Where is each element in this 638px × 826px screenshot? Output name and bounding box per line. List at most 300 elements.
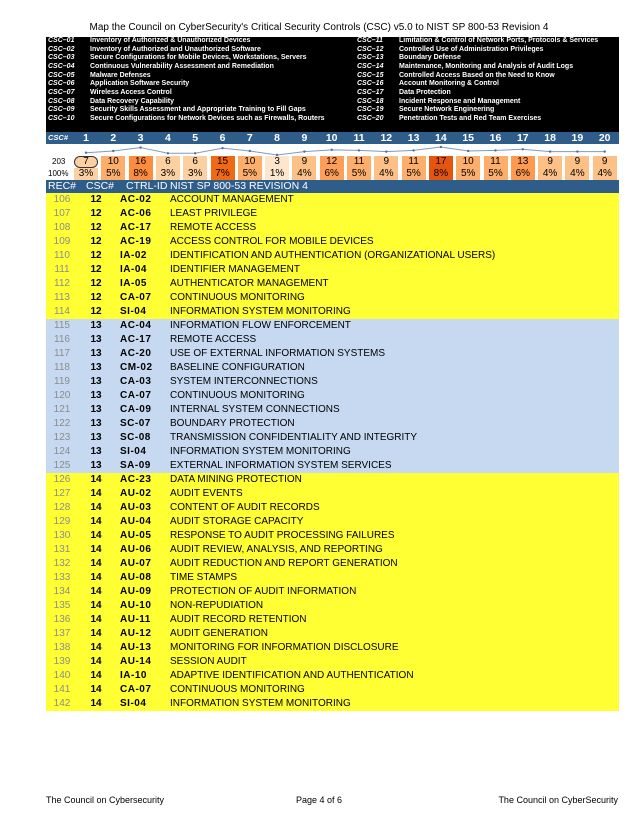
rec-number: 122 <box>53 418 71 429</box>
control-id: SC-07 <box>120 418 151 429</box>
legend-text: Maintenance, Monitoring and Analysis of Audit Logs <box>399 62 574 70</box>
legend-text: Inventory of Authorized & Unauthorized Devices <box>90 37 251 44</box>
table-row <box>46 613 619 627</box>
sparkline-point <box>139 146 141 148</box>
csc-number: 20 <box>598 132 611 144</box>
control-id: SI-04 <box>120 306 147 317</box>
legend-row <box>357 89 619 98</box>
footer-right: The Council on CyberSecurity <box>498 795 618 805</box>
sparkline-point <box>440 146 442 148</box>
csc-number-cell: 13 <box>90 404 102 415</box>
csc-number-cell: 14 <box>90 698 102 709</box>
control-description: USE OF EXTERNAL INFORMATION SYSTEMS <box>170 348 386 359</box>
rec-number: 127 <box>53 488 71 499</box>
legend-code: CSC–08 <box>48 97 75 105</box>
csc-count: 6 <box>156 156 180 168</box>
csc-number-cell: 13 <box>90 460 102 471</box>
control-description: AUDIT STORAGE CAPACITY <box>170 516 304 527</box>
control-id: IA-04 <box>120 264 147 275</box>
csc-number: 4 <box>164 132 171 144</box>
csc-number-cell: 12 <box>90 306 102 317</box>
csc-number-cell: 14 <box>90 572 102 583</box>
legend-code: CSC–11 <box>357 37 383 44</box>
control-id: CA-07 <box>120 390 152 401</box>
control-description: AUDIT EVENTS <box>170 488 243 499</box>
control-description: AUDIT REVIEW, ANALYSIS, AND REPORTING <box>170 544 383 555</box>
legend-text: Secure Configurations for Mobile Devices, Workstations, Servers <box>90 54 307 62</box>
table-header <box>46 180 619 193</box>
rec-number: 140 <box>53 670 71 681</box>
csc-number-bar <box>46 132 619 144</box>
legend-row <box>48 89 358 98</box>
rec-number: 111 <box>54 264 70 275</box>
sparkline-point <box>221 147 223 149</box>
control-description: CONTINUOUS MONITORING <box>170 684 305 695</box>
csc-number: 8 <box>274 132 281 144</box>
legend-code: CSC–07 <box>48 88 75 96</box>
control-description: CONTINUOUS MONITORING <box>170 390 305 401</box>
csc-number-cell: 12 <box>90 250 102 261</box>
control-description: INFORMATION SYSTEM MONITORING <box>170 698 351 709</box>
csc-number-cell: 13 <box>90 334 102 345</box>
table-row <box>46 557 619 571</box>
sparkline-point <box>494 149 496 151</box>
control-description: AUTHENTICATOR MANAGEMENT <box>170 278 329 289</box>
csc-percent: 3% <box>74 168 98 180</box>
csc-number-cell: 14 <box>90 544 102 555</box>
legend-code: CSC–16 <box>357 80 384 88</box>
table-row <box>46 655 619 669</box>
control-id: SI-04 <box>120 446 147 457</box>
csc-number-cell: 14 <box>90 488 102 499</box>
legend-code: CSC–19 <box>357 106 384 114</box>
table-row <box>46 473 619 487</box>
csc-percent: 7% <box>211 168 235 180</box>
table-row <box>46 249 619 263</box>
table-row <box>46 347 619 361</box>
csc-legend <box>46 37 619 132</box>
page-title: Map the Council on CyberSecurity's Critical Security Controls (CSC) v5.0 to NIST SP 800-53 Revision 4 <box>89 22 549 33</box>
control-description: AUDIT GENERATION <box>170 628 268 639</box>
csc-percent-row <box>46 168 619 180</box>
legend-text: Security Skills Assessment and Appropriate Training to Fill Gaps <box>90 106 306 114</box>
rec-number: 108 <box>53 222 71 233</box>
table-row <box>46 361 619 375</box>
legend-text: Limitation & Control of Network Ports, Protocols & Services <box>399 37 599 44</box>
control-id: AU-08 <box>120 572 152 583</box>
csc-count: 11 <box>347 156 371 168</box>
control-description: SESSION AUDIT <box>170 656 247 667</box>
legend-text: Secure Configurations for Network Devices such as Firewalls, Routers <box>90 114 325 122</box>
rec-number: 134 <box>53 586 71 597</box>
rec-number: 107 <box>53 208 71 219</box>
csc-count: 10 <box>238 156 262 168</box>
table-row <box>46 235 619 249</box>
csc-count: 11 <box>484 156 508 168</box>
rec-number: 130 <box>53 530 71 541</box>
csc-number: 14 <box>435 132 447 144</box>
legend-text: Controlled Use of Administration Privileges <box>399 45 544 53</box>
table-row <box>46 263 619 277</box>
csc-number: 16 <box>489 132 502 144</box>
legend-row <box>48 54 358 63</box>
csc-count: 9 <box>565 156 589 168</box>
csc-number-label: CSC# <box>48 133 69 142</box>
control-id: CA-07 <box>120 684 152 695</box>
rec-number: 123 <box>53 432 71 443</box>
legend-code: CSC–06 <box>48 80 75 88</box>
csc-number-cell: 14 <box>90 516 102 527</box>
table-row <box>46 585 619 599</box>
control-description: INFORMATION SYSTEM MONITORING <box>170 446 351 457</box>
mapping-table <box>46 193 619 711</box>
control-description: INFORMATION SYSTEM MONITORING <box>170 306 351 317</box>
control-id: CA-03 <box>120 376 152 387</box>
table-row <box>46 459 619 473</box>
table-row <box>46 305 619 319</box>
legend-row <box>48 98 358 107</box>
legend-text: Inventory of Authorized and Unauthorized Software <box>90 45 261 53</box>
csc-count: 9 <box>292 156 316 168</box>
control-description: REMOTE ACCESS <box>170 334 257 345</box>
csc-number-cell: 14 <box>90 670 102 681</box>
table-row <box>46 683 619 697</box>
legend-text: Wireless Access Control <box>90 88 172 96</box>
csc-count: 11 <box>402 156 426 168</box>
sparkline-point <box>576 150 578 152</box>
legend-code: CSC–03 <box>48 54 75 62</box>
csc-number-cell: 12 <box>90 208 102 219</box>
control-description: BASELINE CONFIGURATION <box>170 362 305 373</box>
csc-number-cell: 13 <box>90 320 102 331</box>
control-description: DATA MINING PROTECTION <box>170 474 302 485</box>
csc-number: 19 <box>571 132 584 144</box>
csc-number: 6 <box>219 132 226 144</box>
sparkline-point <box>331 149 333 151</box>
csc-number-cell: 13 <box>90 390 102 401</box>
csc-count: 15 <box>211 156 235 168</box>
legend-row <box>48 72 358 81</box>
csc-count-row <box>46 156 619 168</box>
sparkline-point <box>112 150 114 152</box>
csc-percent: 5% <box>456 168 480 180</box>
csc-number: 11 <box>353 132 365 144</box>
sparkline-point <box>167 152 169 154</box>
legend-text: Continuous Vulnerability Assessment and Remediation <box>90 62 274 70</box>
csc-number: 1 <box>83 132 89 144</box>
csc-count: 9 <box>593 156 617 168</box>
csc-number-cell: 14 <box>90 530 102 541</box>
csc-number-cell: 14 <box>90 684 102 695</box>
legend-code: CSC–10 <box>48 114 75 122</box>
rec-number: 118 <box>54 362 70 373</box>
legend-text: Malware Defenses <box>90 71 151 79</box>
control-description: PROTECTION OF AUDIT INFORMATION <box>170 586 357 597</box>
legend-code: CSC–20 <box>357 114 384 122</box>
csc-percent: 1% <box>265 168 289 180</box>
csc-percent: 4% <box>593 168 617 180</box>
control-id: AC-19 <box>120 236 152 247</box>
header-desc: NIST SP 800-53 REVISION 4 <box>170 180 308 192</box>
csc-count: 16 <box>129 156 153 168</box>
rec-number: 106 <box>53 194 71 205</box>
legend-code: CSC–18 <box>357 97 384 105</box>
legend-code: CSC–12 <box>357 45 384 53</box>
legend-column-left <box>48 37 358 124</box>
control-description: REMOTE ACCESS <box>170 222 257 233</box>
control-id: AU-14 <box>120 656 152 667</box>
control-id: AU-12 <box>120 628 152 639</box>
sparkline-point <box>467 150 469 152</box>
header-ctrl: CTRL-ID <box>126 180 168 192</box>
csc-percent: 5% <box>347 168 371 180</box>
csc-number: 7 <box>246 132 253 144</box>
legend-text: Penetration Tests and Red Team Exercises <box>399 114 542 122</box>
rec-number: 133 <box>53 572 71 583</box>
csc-percent: 8% <box>129 168 153 180</box>
footer-left: The Council on Cybersecurity <box>46 795 165 805</box>
legend-row <box>357 72 619 81</box>
control-description: BOUNDARY PROTECTION <box>170 418 295 429</box>
legend-row <box>48 46 358 55</box>
csc-number-cell: 13 <box>90 432 102 443</box>
rec-number: 115 <box>54 320 70 331</box>
csc-number-cell: 12 <box>90 222 102 233</box>
rec-number: 131 <box>53 544 71 555</box>
table-row <box>46 333 619 347</box>
csc-percent: 4% <box>565 168 589 180</box>
csc-number-cell: 14 <box>90 642 102 653</box>
sparkline-point <box>249 150 251 152</box>
legend-code: CSC–02 <box>48 45 75 53</box>
control-id: AU-07 <box>120 558 152 569</box>
legend-row <box>357 54 619 63</box>
sparkline-point <box>303 150 305 152</box>
rec-number: 110 <box>54 250 70 261</box>
rec-number: 139 <box>53 656 71 667</box>
control-description: CONTINUOUS MONITORING <box>170 292 305 303</box>
rec-number: 117 <box>54 348 70 359</box>
rec-number: 120 <box>53 390 71 401</box>
csc-percent: 3% <box>156 168 180 180</box>
legend-text: Boundary Defense <box>399 54 461 62</box>
csc-count: 12 <box>320 156 344 168</box>
rec-number: 128 <box>53 502 71 513</box>
csc-number-cell: 14 <box>90 614 102 625</box>
control-description: EXTERNAL INFORMATION SYSTEM SERVICES <box>170 460 392 471</box>
csc-number-cell: 14 <box>90 474 102 485</box>
control-id: AU-10 <box>120 600 152 611</box>
legend-code: CSC–14 <box>357 62 384 70</box>
control-description: RESPONSE TO AUDIT PROCESSING FAILURES <box>170 530 395 541</box>
table-row <box>46 571 619 585</box>
control-id: AC-06 <box>120 208 152 219</box>
control-id: AC-04 <box>120 320 152 331</box>
legend-row <box>357 46 619 55</box>
legend-row <box>357 80 619 89</box>
control-id: AU-06 <box>120 544 152 555</box>
rec-number: 135 <box>53 600 71 611</box>
legend-code: CSC–17 <box>357 88 384 96</box>
csc-number: 9 <box>301 132 308 144</box>
rec-number: 113 <box>54 292 70 303</box>
sparkline-point <box>358 149 360 151</box>
csc-number: 3 <box>137 132 144 144</box>
legend-row <box>48 115 358 124</box>
csc-count: 9 <box>374 156 398 168</box>
control-id: AC-17 <box>120 334 152 345</box>
control-id: SI-04 <box>120 698 147 709</box>
control-id: AC-17 <box>120 222 152 233</box>
control-description: TIME STAMPS <box>170 572 238 583</box>
csc-percent: 5% <box>238 168 262 180</box>
sparkline-point <box>85 152 87 154</box>
control-description: CONTENT OF AUDIT RECORDS <box>170 502 320 513</box>
csc-number-cell: 13 <box>90 348 102 359</box>
control-id: AC-20 <box>120 348 152 359</box>
total-count: 203 <box>52 157 66 166</box>
table-row <box>46 669 619 683</box>
control-description: NON-REPUDIATION <box>170 600 264 611</box>
legend-row <box>357 106 619 115</box>
table-row <box>46 291 619 305</box>
table-row <box>46 403 619 417</box>
csc-percent: 5% <box>101 168 125 180</box>
control-id: IA-10 <box>120 670 147 681</box>
csc-number-cell: 13 <box>90 446 102 457</box>
legend-text: Incident Response and Management <box>399 97 521 105</box>
sparkline-path <box>86 147 605 155</box>
legend-text: Account Monitoring & Control <box>399 80 499 88</box>
rec-number: 109 <box>53 236 71 247</box>
control-id: SA-09 <box>120 460 151 471</box>
legend-text: Data Protection <box>399 88 451 96</box>
table-row <box>46 501 619 515</box>
table-row <box>46 627 619 641</box>
legend-row <box>48 80 358 89</box>
table-row <box>46 445 619 459</box>
control-id: AU-02 <box>120 488 152 499</box>
rec-number: 121 <box>53 404 71 415</box>
header-rec: REC# <box>48 180 77 192</box>
control-id: AU-04 <box>120 516 152 527</box>
csc-number: 18 <box>544 132 556 144</box>
control-id: AU-13 <box>120 642 152 653</box>
csc-percent: 4% <box>292 168 316 180</box>
csc-count: 10 <box>101 156 125 168</box>
legend-text: Controlled Access Based on the Need to Know <box>399 71 555 79</box>
control-description: INTERNAL SYSTEM CONNECTIONS <box>170 404 340 415</box>
control-description: SYSTEM INTERCONNECTIONS <box>170 376 318 387</box>
sparkline-point <box>194 152 196 154</box>
rec-number: 126 <box>53 474 71 485</box>
csc-count: 10 <box>456 156 480 168</box>
control-id: IA-05 <box>120 278 147 289</box>
csc-number: 5 <box>192 132 199 144</box>
control-description: TRANSMISSION CONFIDENTIALITY AND INTEGRITY <box>170 432 418 443</box>
csc-number-cell: 13 <box>90 418 102 429</box>
csc-number-cell: 12 <box>90 194 102 205</box>
csc-percent: 4% <box>374 168 398 180</box>
csc-percent: 6% <box>320 168 344 180</box>
rec-number: 136 <box>53 614 71 625</box>
table-row <box>46 515 619 529</box>
csc-number: 2 <box>110 132 117 144</box>
legend-row <box>48 63 358 72</box>
control-description: AUDIT RECORD RETENTION <box>170 614 307 625</box>
csc-percent: 5% <box>484 168 508 180</box>
control-description: ACCOUNT MANAGEMENT <box>170 194 294 205</box>
csc-number-cell: 13 <box>90 362 102 373</box>
control-description: MONITORING FOR INFORMATION DISCLOSURE <box>170 642 399 653</box>
control-id: AC-02 <box>120 194 152 205</box>
legend-row <box>357 63 619 72</box>
csc-percent: 5% <box>402 168 426 180</box>
rec-number: 125 <box>53 460 71 471</box>
table-row <box>46 375 619 389</box>
table-row <box>46 641 619 655</box>
control-id: SC-08 <box>120 432 151 443</box>
rec-number: 124 <box>53 446 71 457</box>
table-row <box>46 543 619 557</box>
table-row <box>46 207 619 221</box>
legend-code: CSC–05 <box>48 71 75 79</box>
table-row <box>46 431 619 445</box>
control-id: AU-09 <box>120 586 152 597</box>
csc-number: 10 <box>325 132 338 144</box>
control-id: CM-02 <box>120 362 153 373</box>
legend-code: CSC–01 <box>48 37 75 44</box>
csc-percent: 8% <box>429 168 453 180</box>
rec-number: 141 <box>53 684 71 695</box>
legend-row <box>48 106 358 115</box>
table-row <box>46 389 619 403</box>
csc-number: 15 <box>462 132 475 144</box>
control-description: ACCESS CONTROL FOR MOBILE DEVICES <box>170 236 374 247</box>
table-row <box>46 529 619 543</box>
rec-number: 138 <box>53 642 71 653</box>
table-row <box>46 417 619 431</box>
csc-number: 13 <box>407 132 420 144</box>
csc-count: 17 <box>429 156 453 168</box>
csc-number-cell: 13 <box>90 376 102 387</box>
csc-number-cell: 12 <box>90 292 102 303</box>
sparkline-point <box>549 150 551 152</box>
control-description: ADAPTIVE IDENTIFICATION AND AUTHENTICATION <box>170 670 414 681</box>
csc-percent: 6% <box>511 168 535 180</box>
csc-number-cell: 14 <box>90 628 102 639</box>
csc-number: 17 <box>516 132 529 144</box>
csc-number: 12 <box>380 132 393 144</box>
csc-number-cell: 12 <box>90 236 102 247</box>
control-id: AC-23 <box>120 474 152 485</box>
csc-count: 3 <box>265 156 289 168</box>
csc-number-cell: 14 <box>90 656 102 667</box>
rec-number: 116 <box>54 334 70 345</box>
sparkline-point <box>604 150 606 152</box>
csc-percent: 3% <box>183 168 207 180</box>
control-id: AU-05 <box>120 530 152 541</box>
rec-number: 137 <box>53 628 71 639</box>
csc-number-cell: 12 <box>90 278 102 289</box>
table-row <box>46 599 619 613</box>
csc-number-cell: 14 <box>90 586 102 597</box>
rec-number: 142 <box>53 698 71 709</box>
sparkline-point <box>522 148 524 150</box>
control-description: INFORMATION FLOW ENFORCEMENT <box>170 320 351 331</box>
csc-count: 13 <box>511 156 535 168</box>
control-id: IA-02 <box>120 250 147 261</box>
